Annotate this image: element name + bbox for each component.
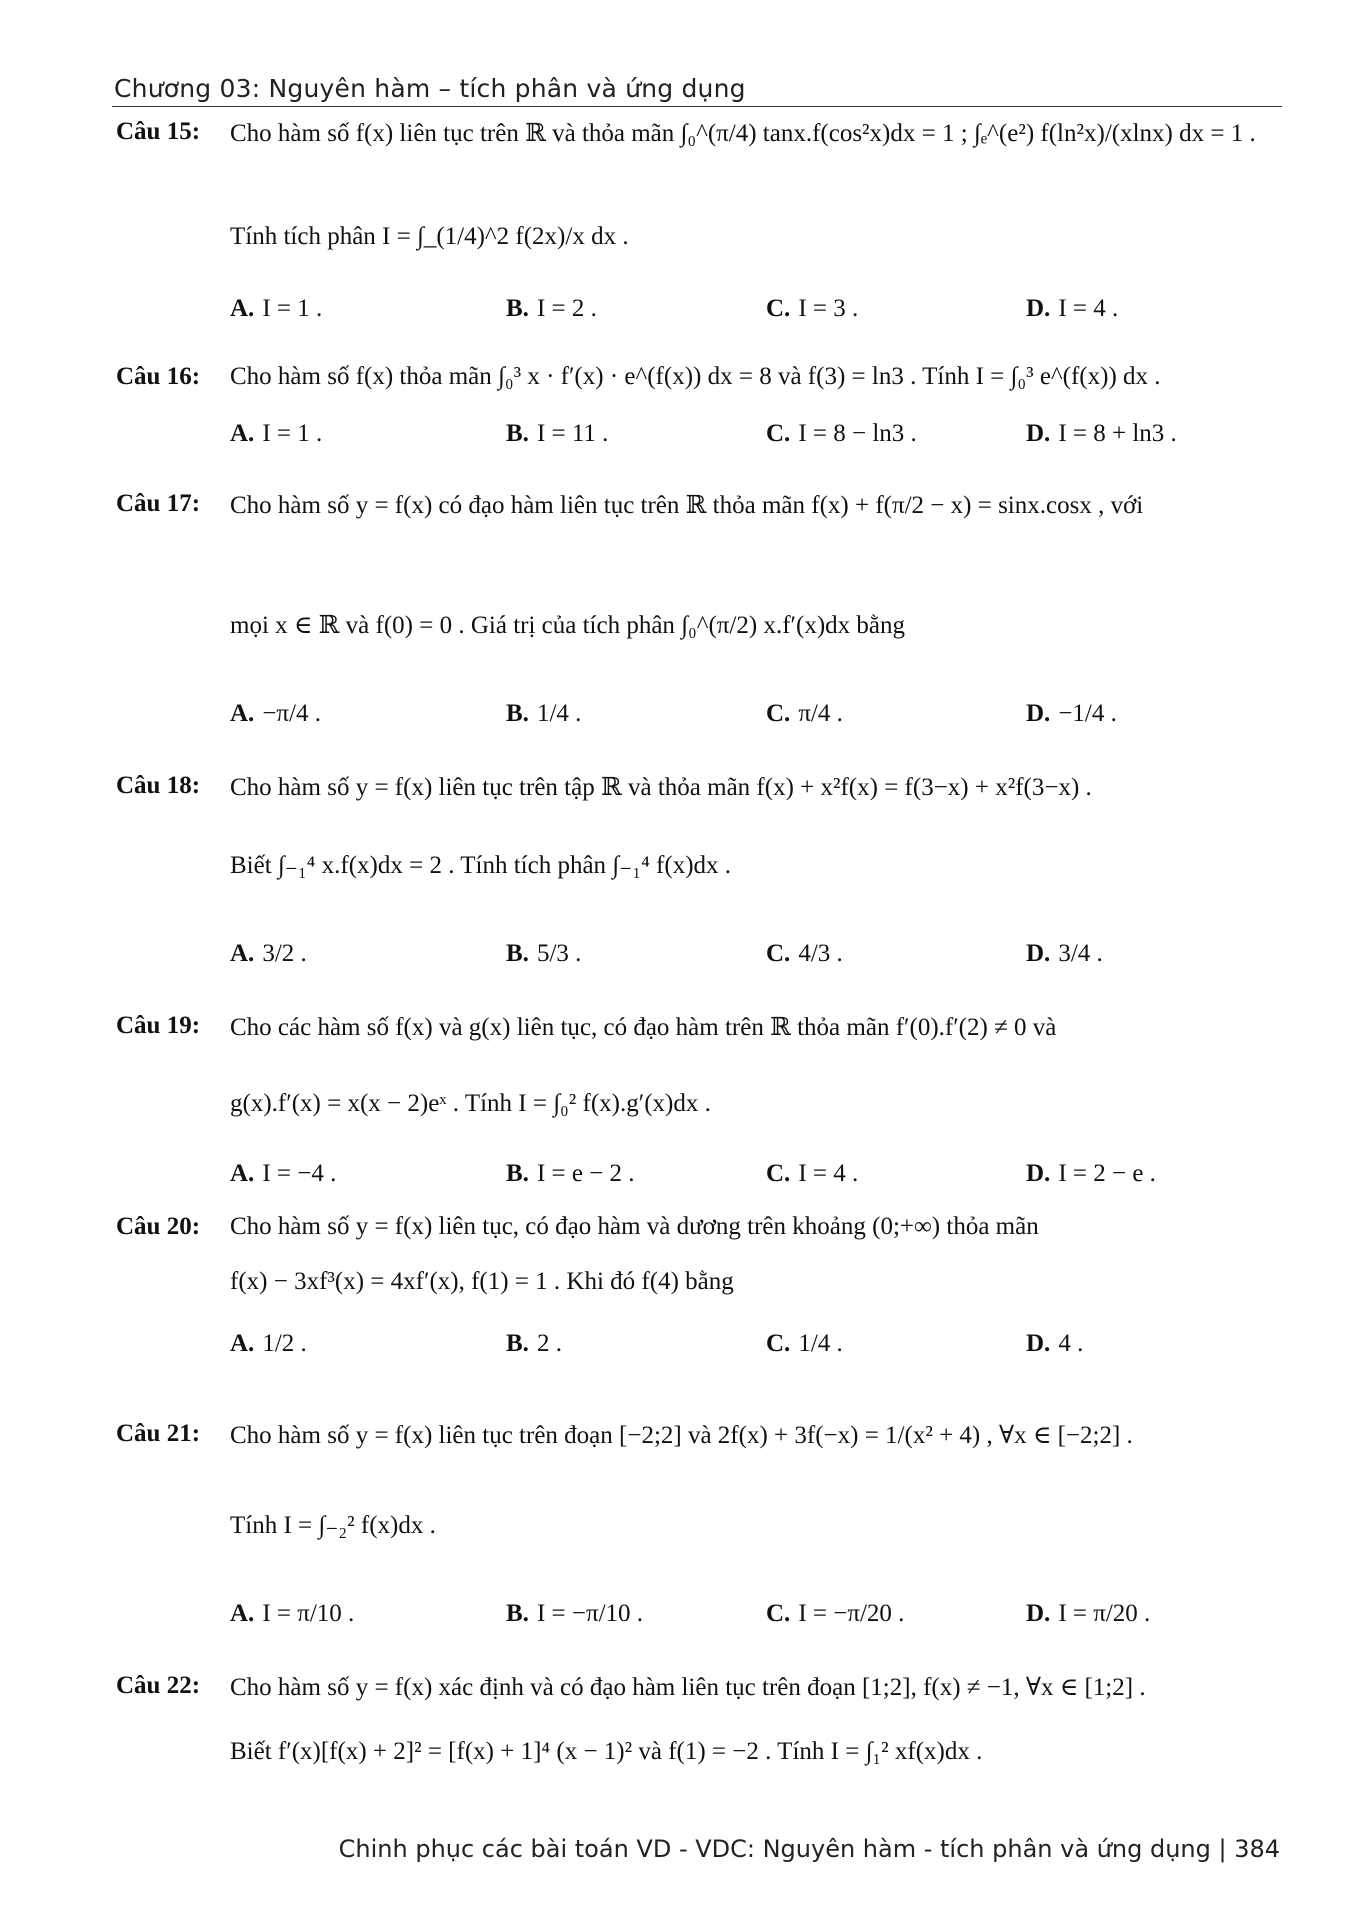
answer-options	[230, 700, 1280, 740]
option-a[interactable]: A. 1/2 .	[230, 1330, 307, 1357]
option-b[interactable]: B. I = e − 2 .	[506, 1160, 635, 1187]
answer-options	[230, 420, 1280, 460]
option-b[interactable]: B. I = 11 .	[506, 420, 609, 447]
chapter-title: Nguyên hàm – tích phân và ứng dụng	[268, 74, 746, 103]
option-c[interactable]: C. π/4 .	[766, 700, 843, 727]
option-b[interactable]: B. I = 2 .	[506, 295, 597, 322]
question-stem-line: Biết f′(x)[f(x) + 2]² = [f(x) + 1]⁴ (x − 1)² và f(1) = −2 . Tính I = ∫₁² xf(x)dx .	[230, 1738, 983, 1765]
question-stem-line: Cho hàm số y = f(x) có đạo hàm liên tục trên ℝ thỏa mãn f(x) + f(π/2 − x) = sinx.cosx , với	[230, 492, 1144, 519]
question-stem-line: Cho hàm số y = f(x) liên tục trên đoạn [−2;2] và 2f(x) + 3f(−x) = 1/(x² + 4) , ∀x ∈ [−2;2] .	[230, 1422, 1133, 1449]
question-label: Câu 15:	[116, 118, 201, 145]
question-label: Câu 21:	[116, 1420, 201, 1447]
option-a[interactable]: A. 3/2 .	[230, 940, 307, 967]
option-a[interactable]: A. I = 1 .	[230, 420, 323, 447]
question-stem-line: Cho hàm số f(x) thỏa mãn ∫₀³ x · f′(x) · e^(f(x)) dx = 8 và f(3) = ln3 . Tính I = ∫₀³ e^(f(x)) dx .	[230, 363, 1161, 390]
option-b[interactable]: B. 5/3 .	[506, 940, 582, 967]
option-d[interactable]: D. 3/4 .	[1026, 940, 1103, 967]
question-stem-line: g(x).f′(x) = x(x − 2)eˣ . Tính I = ∫₀² f(x).g′(x)dx .	[230, 1090, 711, 1117]
question-stem-line: Cho hàm số y = f(x) liên tục trên tập ℝ và thỏa mãn f(x) + x²f(x) = f(3−x) + x²f(3−x) .	[230, 774, 1092, 801]
option-b[interactable]: B. 2 .	[506, 1330, 562, 1357]
option-c[interactable]: C. 4/3 .	[766, 940, 843, 967]
option-c[interactable]: C. I = 8 − ln3 .	[766, 420, 917, 447]
header-text	[114, 74, 746, 103]
option-c[interactable]: C. I = 3 .	[766, 295, 859, 322]
question-label: Câu 22:	[116, 1672, 201, 1699]
answer-options	[230, 1330, 1280, 1370]
question-label: Câu 16:	[116, 363, 201, 390]
option-d[interactable]: D. 4 .	[1026, 1330, 1084, 1357]
option-a[interactable]: A. I = π/10 .	[230, 1600, 355, 1627]
question-label: Câu 19:	[116, 1012, 201, 1039]
option-d[interactable]: D. I = π/20 .	[1026, 1600, 1151, 1627]
answer-options	[230, 1160, 1280, 1200]
option-a[interactable]: A. −π/4 .	[230, 700, 321, 727]
question-stem-line: Cho các hàm số f(x) và g(x) liên tục, có đạo hàm trên ℝ thỏa mãn f′(0).f′(2) ≠ 0 và	[230, 1014, 1057, 1041]
option-d[interactable]: D. −1/4 .	[1026, 700, 1117, 727]
answer-options	[230, 940, 1280, 980]
option-a[interactable]: A. I = 1 .	[230, 295, 323, 322]
option-c[interactable]: C. I = 4 .	[766, 1160, 859, 1187]
question-label: Câu 18:	[116, 772, 201, 799]
chapter-label: Chương 03:	[114, 74, 261, 103]
question-label: Câu 17:	[116, 490, 201, 517]
question-stem-line: Cho hàm số y = f(x) xác định và có đạo hàm liên tục trên đoạn [1;2], f(x) ≠ −1, ∀x ∈ [1;2] .	[230, 1674, 1146, 1701]
question-label: Câu 20:	[116, 1213, 201, 1240]
question-stem-line: Biết ∫₋₁⁴ x.f(x)dx = 2 . Tính tích phân ∫₋₁⁴ f(x)dx .	[230, 852, 732, 879]
page-footer: Chinh phục các bài toán VD - VDC: Nguyên hàm - tích phân và ứng dụng | 384	[338, 1835, 1280, 1863]
option-d[interactable]: D. I = 2 − e .	[1026, 1160, 1156, 1187]
question-stem-line: Cho hàm số f(x) liên tục trên ℝ và thỏa mãn ∫₀^(π/4) tanx.f(cos²x)dx = 1 ; ∫ₑ^(e²) f(ln²x)/(xlnx) dx = 1 .	[230, 120, 1256, 147]
option-d[interactable]: D. I = 8 + ln3 .	[1026, 420, 1177, 447]
option-b[interactable]: B. I = −π/10 .	[506, 1600, 644, 1627]
option-a[interactable]: A. I = −4 .	[230, 1160, 337, 1187]
option-d[interactable]: D. I = 4 .	[1026, 295, 1119, 322]
option-c[interactable]: C. 1/4 .	[766, 1330, 843, 1357]
question-stem-line: Tính I = ∫₋₂² f(x)dx .	[230, 1512, 436, 1539]
page-header	[112, 72, 1282, 107]
question-stem-line: Cho hàm số y = f(x) liên tục, có đạo hàm và dương trên khoảng (0;+∞) thỏa mãn	[230, 1213, 1039, 1240]
question-stem-line: mọi x ∈ ℝ và f(0) = 0 . Giá trị của tích phân ∫₀^(π/2) x.f′(x)dx bằng	[230, 612, 905, 639]
option-c[interactable]: C. I = −π/20 .	[766, 1600, 905, 1627]
option-b[interactable]: B. 1/4 .	[506, 700, 582, 727]
question-stem-line: Tính tích phân I = ∫_(1/4)^2 f(2x)/x dx .	[230, 223, 629, 250]
answer-options	[230, 1600, 1280, 1640]
question-stem-line: f(x) − 3xf³(x) = 4xf′(x), f(1) = 1 . Khi đó f(4) bằng	[230, 1268, 734, 1295]
answer-options	[230, 295, 1280, 335]
